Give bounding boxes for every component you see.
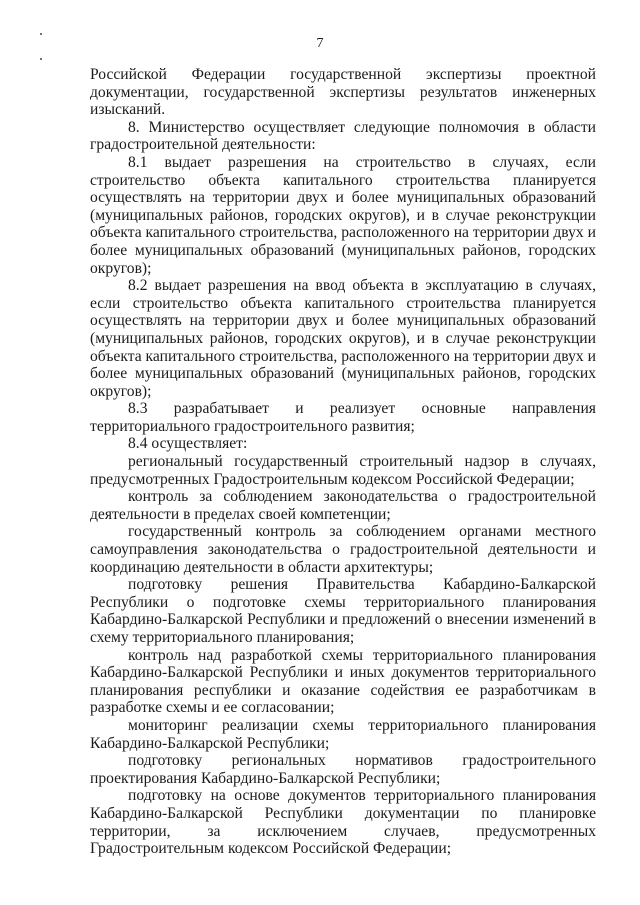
paragraph: 8.1 выдает разрешения на строительство в случаях, если строительство объекта капитального строительства планируется осуществлять на территории двух и более муниципальных образований (муниципальных районов, городских округов), и в случае реконструкции объекта капитального строительства, расположенного на территории двух и более муниципальных образований (муниципальных районов, городских округов); [90, 153, 596, 277]
paragraph: 8.4 осуществляет: [128, 435, 248, 453]
paragraph: 8.2 выдает разрешения на ввод объекта в эксплуатацию в случаях, если строительство объекта капитального строительства планируется осуществлять на территории двух и более муниципальных образований (муниципальных районов, городских округов), и в случае реконструкции объекта капитального строительства, расположенного на территории двух и более муниципальных образований (муниципальных районов, городских округов); [90, 277, 596, 400]
paragraph: региональный государственный строительный надзор в случаях, предусмотренных Градостроительным кодексом Российской Федерации; [90, 453, 596, 488]
paragraph: контроль над разработкой схемы территориального планирования Кабардино-Балкарской Республики и иных документов территориального планирования республики и оказание содействия ее разработчикам в разработке схемы и ее согласовании; [90, 646, 596, 717]
paragraph: государственный контроль за соблюдением органами местного самоуправления законодательства о градостроительной деятельности и координацию деятельности в области архитектуры; [90, 523, 596, 576]
paragraph: Российской Федерации государственной экспертизы проектной документации, государственной экспертизы результатов инженерных изысканий. [90, 66, 596, 119]
document-body [90, 66, 596, 858]
paragraph: 8.3 разрабатывает и реализует основные направления территориального градостроительного развития; [90, 400, 596, 435]
paragraph: мониторинг реализации схемы территориального планирования Кабардино-Балкарской Республики; [90, 716, 596, 752]
paragraph: подготовку региональных нормативов градостроительного проектирования Кабардино-Балкарской Республики; [90, 752, 596, 787]
scan-speck [40, 33, 42, 35]
paragraph: контроль за соблюдением законодательства о градостроительной деятельности в пределах своей компетенции; [90, 488, 596, 523]
page-number: 7 [316, 36, 324, 51]
paragraph: 8. Министерство осуществляет следующие полномочия в области градостроительной деятельности: [90, 118, 596, 154]
paragraph: подготовку решения Правительства Кабардино-Балкарской Республики о подготовке схемы территориального планирования Кабардино-Балкарской Республики и предложений о внесении изменений в схему территориального планирования; [90, 576, 596, 646]
scan-speck [40, 58, 42, 60]
paragraph: подготовку на основе документов территориального планирования Кабардино-Балкарской Республики документации по планировке территории, за исключением случаев, предусмотренных Градостроительным кодексом Российской Федерации; [90, 787, 596, 858]
